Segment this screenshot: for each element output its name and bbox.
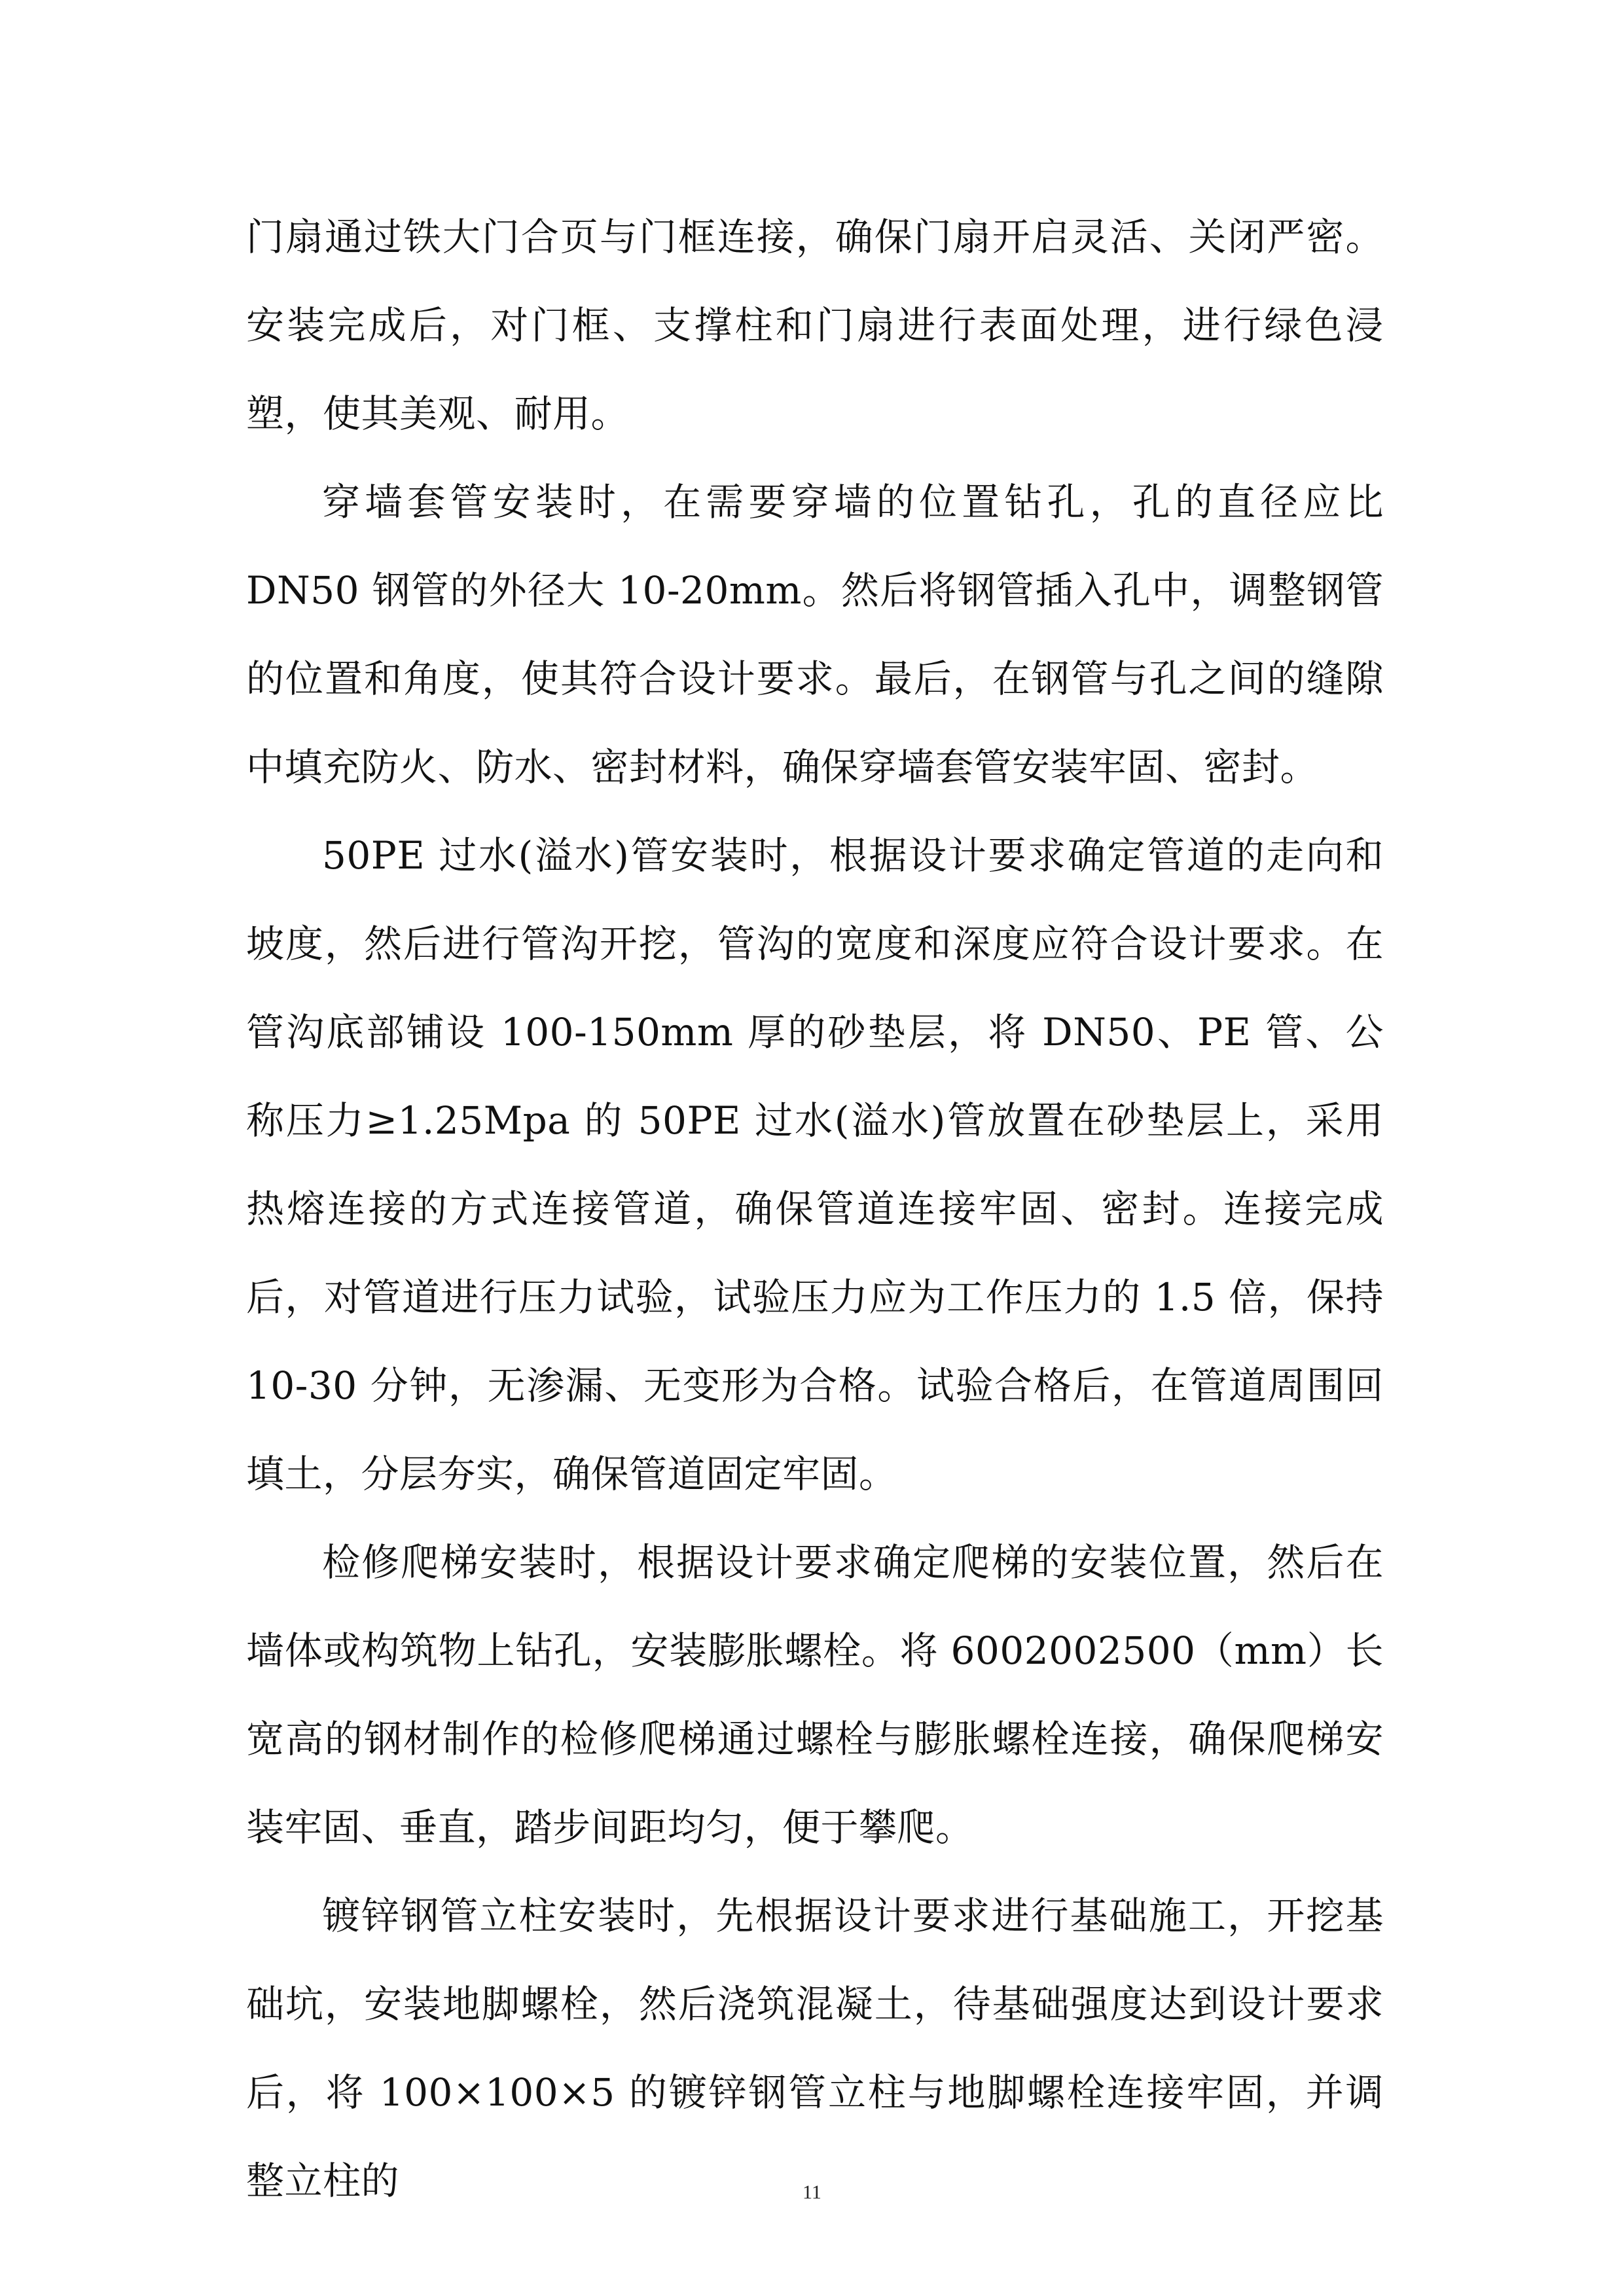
page-number: 11	[803, 2181, 821, 2203]
paragraph-overflow-pipe: 50PE 过水(溢水)管安装时，根据设计要求确定管道的走向和坡度，然后进行管沟开挖，管沟的宽度和深度应符合设计要求。在管沟底部铺设 100-150mm 厚的砂垫层，将 DN50、PE 管、公称压力≥1.25Mpa 的 50PE 过水(溢水)管放置在砂垫层上，采用热熔连接的方式连接管道，确保管道连接牢固、密封。连接完成后，对管道进行压力试验，试验压力应为工作压力的 1.5 倍，保持 10-30 分钟，无渗漏、无变形为合格。试验合格后，在管道周围回填土，分层夯实，确保管道固定牢固。	[246, 833, 1384, 1496]
paragraph-steel-post: 镀锌钢管立柱安装时，先根据设计要求进行基础施工，开挖基础坑，安装地脚螺栓，然后浇筑混凝土，待基础强度达到设计要求后，将 100×100×5 的镀锌钢管立柱与地脚螺栓连接牢固，并调整立柱的	[246, 1893, 1384, 2203]
paragraph-wall-sleeve: 穿墙套管安装时，在需要穿墙的位置钻孔，孔的直径应比 DN50 钢管的外径大 10-20mm。然后将钢管插入孔中，调整钢管的位置和角度，使其符合设计要求。最后，在钢管与孔之间的缝隙中填充防火、防水、密封材料，确保穿墙套管安装牢固、密封。	[246, 480, 1384, 789]
body-text	[246, 193, 1384, 2225]
paragraph-gate-leaf: 门扇通过铁大门合页与门框连接，确保门扇开启灵活、关闭严密。安装完成后，对门框、支撑柱和门扇进行表面处理，进行绿色浸塑，使其美观、耐用。	[246, 215, 1384, 436]
paragraph-maintenance-ladder: 检修爬梯安装时，根据设计要求确定爬梯的安装位置，然后在墙体或构筑物上钻孔，安装膨胀螺栓。将 6002002500（mm）长宽高的钢材制作的检修爬梯通过螺栓与膨胀螺栓连接，确保爬梯安装牢固、垂直，踏步间距均匀，便于攀爬。	[246, 1540, 1384, 1850]
